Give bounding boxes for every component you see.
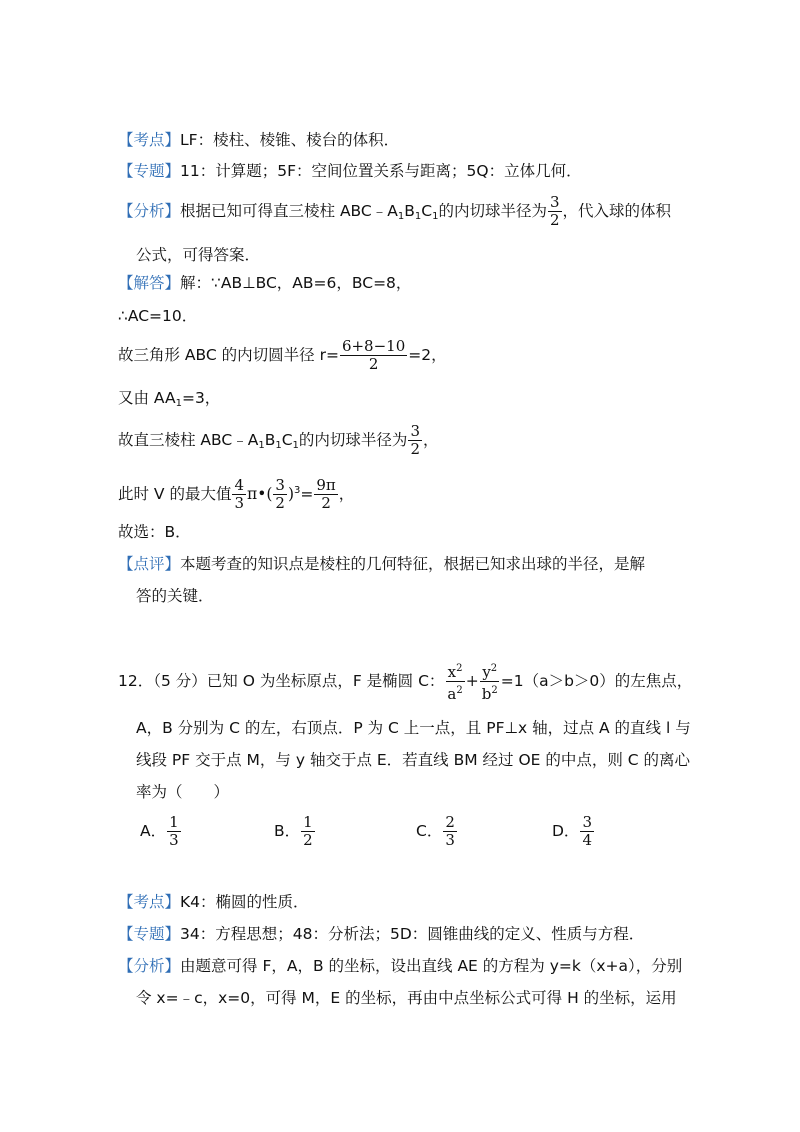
q11-line-ac: ∴AC=10．: [118, 307, 198, 325]
q11-fenxi-line: 【分析】根据已知可得直三棱柱 $ABC﹣A_1B_1C_1$的内切球半径为 $\frac{3}{2}$ ，代入球的体积: [118, 193, 672, 229]
tag-kaodian: 【考点】: [118, 131, 181, 149]
fraction-4-3: $\frac{4}{3}$: [234, 476, 245, 512]
q12-stem-line4: 率为（ ）: [136, 783, 230, 801]
q12-stem-line3: 线段 PF 交于点 M，与 y 轴交于点 E．若直线 BM 经过 OE 的中点，则 C 的离心: [136, 751, 691, 769]
q11-line-aa: 又由 $AA_1=3$，: [118, 389, 221, 409]
q11-kaodian-line: [118, 129, 399, 151]
q12-kaodian-line: 【考点】K4：椭圆的性质．: [118, 893, 309, 911]
q11-line-r: 故三角形 ABC 的内切圆半径 r= $\frac{6+8-10}{2}$ =2，: [118, 337, 447, 373]
q12-stem-line1: 12．（5 分）已知 O 为坐标原点，F 是椭圆 C： $\frac{x^2}{a^2}$ + $\frac{y^2}{b^2}$ =1（a＞b＞0）的左焦点，: [118, 660, 692, 703]
q11-line-v: 此时 V 的最大值 $\frac{4}{3}$ π•( $\frac{3}{2}$ )$^3$= $\frac{9\pi}{2}$ ，: [118, 476, 355, 512]
q11-jieda-line: [118, 272, 411, 294]
fraction-y2-b2: $\frac{y^2}{b^2}$: [480, 660, 500, 703]
q11-zhuanti-line: [118, 160, 582, 182]
q12-zhuanti-line: 【专题】34：方程思想；48：分析法；5D：圆锥曲线的定义、性质与方程．: [118, 925, 645, 943]
tag-jieda: 【解答】: [118, 274, 181, 292]
fraction-3-2-b: $\frac{3}{2}$: [410, 422, 420, 458]
tag-dianping: 【点评】: [118, 555, 181, 573]
q11-xuan: 故选：B．: [118, 523, 191, 541]
q11-dianping-line2: 答的关键．: [136, 587, 214, 605]
fraction-x2-a2: $\frac{x^2}{a^2}$: [445, 660, 464, 703]
q11-line-ball: 故直三棱柱 $ABC﹣A_1B_1C_1$的内切球半径为 $\frac{3}{2}$ ，: [118, 422, 439, 458]
q11-jieda-text: 解：∵AB⊥BC，AB=6，BC=8，: [180, 274, 412, 292]
choice-d[interactable]: D． $\frac{3}{4}$: [552, 813, 592, 849]
tag-zhuanti: 【专题】: [118, 162, 181, 180]
choice-b[interactable]: B． $\frac{1}{2}$: [274, 813, 313, 849]
fraction-9pi-2: $\frac{9\pi}{2}$: [316, 476, 336, 512]
fraction-r: $\frac{6+8-10}{2}$: [341, 337, 406, 373]
choice-c[interactable]: C． $\frac{2}{3}$: [416, 813, 455, 849]
fraction-3-2-c: $\frac{3}{2}$: [275, 476, 285, 512]
choice-b-fraction: $\frac{1}{2}$: [303, 813, 313, 849]
q12-fenxi-line2: 令 x=﹣c，x=0，可得 M，E 的坐标，再由中点坐标公式可得 H 的坐标，运用: [136, 989, 677, 1007]
q11-fenxi-b: 的内切球半径为: [438, 202, 547, 220]
q11-zhuanti-text: 11：计算题；5F：空间位置关系与距离；5Q：立体几何．: [180, 162, 582, 180]
fraction-3-2: $\frac{3}{2}$: [549, 193, 560, 229]
q11-fenxi-c: ，代入球的体积: [562, 202, 672, 220]
tag-fenxi: 【分析】: [118, 202, 181, 220]
choice-d-fraction: $\frac{3}{4}$: [582, 813, 592, 849]
choice-a-fraction: $\frac{1}{3}$: [169, 813, 179, 849]
q11-kaodian-text: LF：棱柱、棱锥、棱台的体积．: [180, 131, 400, 149]
q12-fenxi-line: 【分析】由题意可得 F，A，B 的坐标，设出直线 AE 的方程为 y=k（x+a），分别: [118, 957, 683, 975]
choice-c-fraction: $\frac{2}{3}$: [445, 813, 455, 849]
q11-dianping-line: 【点评】本题考查的知识点是棱柱的几何特征，根据已知求出球的半径，是解: [118, 555, 646, 573]
q12-stem-line2: A，B 分别为 C 的左，右顶点．P 为 C 上一点，且 PF⊥x 轴，过点 A 的直线 l 与: [136, 719, 691, 737]
q11-fenxi-line2: 公式，可得答案．: [136, 246, 261, 264]
choice-a[interactable]: A． $\frac{1}{3}$: [140, 813, 179, 849]
q11-fenxi-a: 根据已知可得直三棱柱 ABC﹣A: [180, 202, 398, 220]
